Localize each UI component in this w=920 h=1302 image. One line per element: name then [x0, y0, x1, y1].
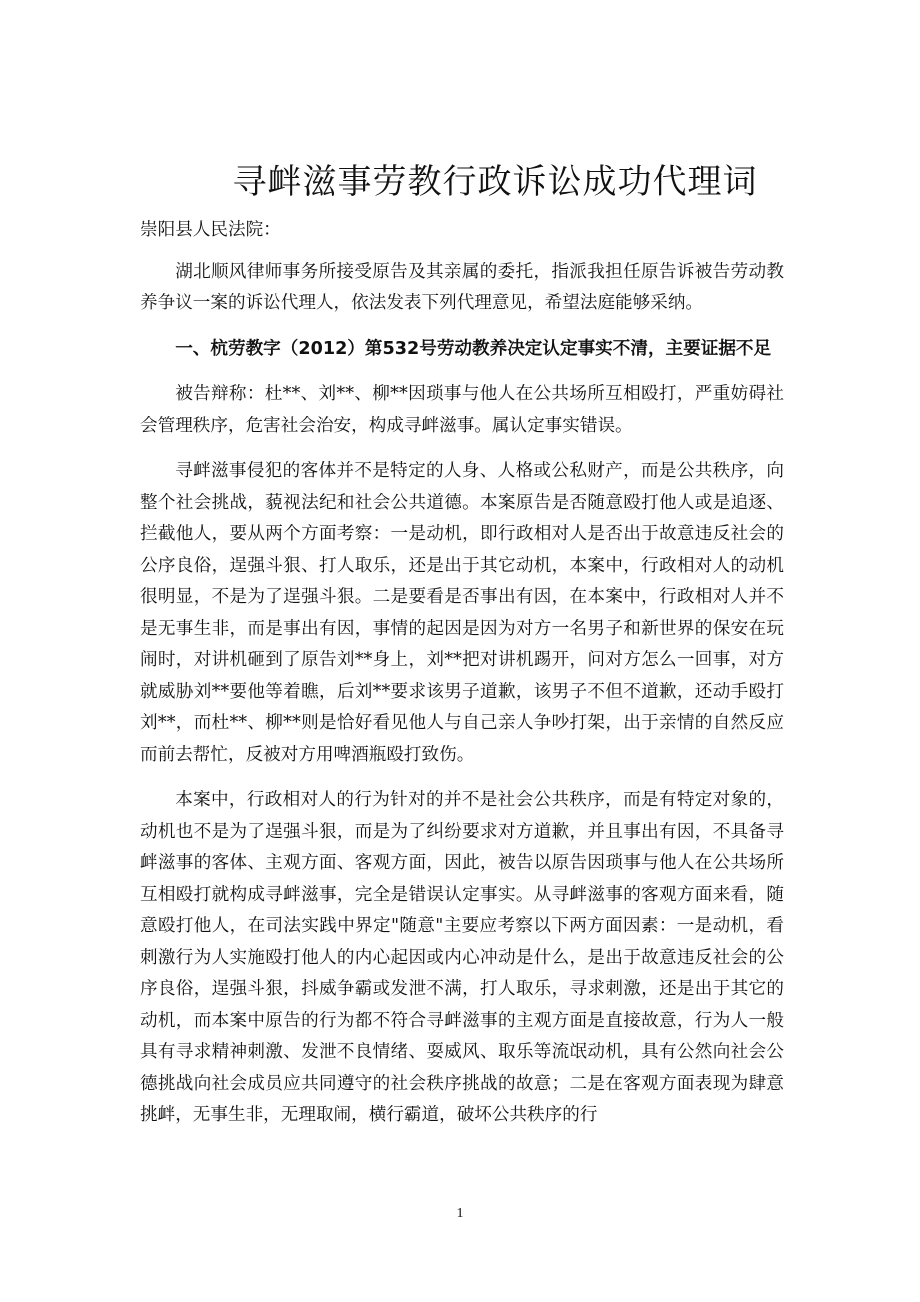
- document-body: [140, 215, 784, 1146]
- page-number: 1: [456, 1206, 464, 1221]
- defendant-claim-paragraph: 被告辩称：杜**、刘**、柳**因琐事与他人在公共场所互相殴打，严重妨碍社会管理秩序，危害社会治安，构成寻衅滋事。属认定事实错误。: [140, 384, 784, 436]
- conclusion-paragraph: 本案中，行政相对人的行为针对的并不是社会公共秩序，而是有特定对象的，动机也不是为了逞强斗狠，而是为了纠纷要求对方道歉，并且事出有因，不具备寻衅滋事的客体、主观方面、客观方面，因此，被告以原告因琐事与他人在公共场所互相殴打就构成寻衅滋事，完全是错误认定事实。从寻衅滋事的客观方面来看，随意殴打他人，在司法实践中界定"随意"主要应考察以下两方面因素：一是动机，看刺激行为人实施殴打他人的内心起因或内心冲动是什么，是出于故意违反社会的公序良俗，逞强斗狠，抖威争霸或发泄不满，打人取乐，寻求刺激，还是出于其它的动机，而本案中原告的行为都不符合寻衅滋事的主观方面是直接故意，行为人一般具有寻求精神刺激、发泄不良情绪、耍威风、取乐等流氓动机，具有公然向社会公德挑战向社会成员应共同遵守的社会秩序挑战的故意；二是在客观方面表现为肆意挑衅，无事生非，无理取闹，横行霸道，破坏公共秩序的行: [140, 790, 784, 1125]
- section-heading: 一、杭劳教字（2012）第532号劳动教养决定认定事实不清，主要证据不足: [175, 338, 772, 359]
- analysis-paragraph: 寻衅滋事侵犯的客体并不是特定的人身、人格或公私财产，而是公共秩序，向整个社会挑战，藐视法纪和社会公共道德。本案原告是否随意殴打他人或是追逐、拦截他人，要从两个方面考察：一是动机，即行政相对人是否出于故意违反社会的公序良俗，逞强斗狠、打人取乐，还是出于其它动机，本案中，行政相对人的动机很明显，不是为了逞强斗狠。二是要看是否事出有因，在本案中，行政相对人并不是无事生非，而是事出有因，事情的起因是因为对方一名男子和新世界的保安在玩闹时，对讲机砸到了原告刘**身上，刘**把对讲机踢开，问对方怎么一回事，对方就威胁刘**要他等着瞧，后刘**要求该男子道歉，该男子不但不道歉，还动手殴打刘**，而杜**、柳**则是恰好看见他人与自己亲人争吵打架，出于亲情的自然反应而前去帮忙，反被对方用啤酒瓶殴打致伤。: [140, 461, 784, 765]
- document-title: 寻衅滋事劳教行政诉讼成功代理词: [232, 162, 758, 202]
- salutation: 崇阳县人民法院：: [140, 220, 281, 240]
- intro-paragraph: 湖北顺风律师事务所接受原告及其亲属的委托，指派我担任原告诉被告劳动教养争议一案的诉讼代理人，依法发表下列代理意见，希望法庭能够采纳。: [140, 261, 784, 313]
